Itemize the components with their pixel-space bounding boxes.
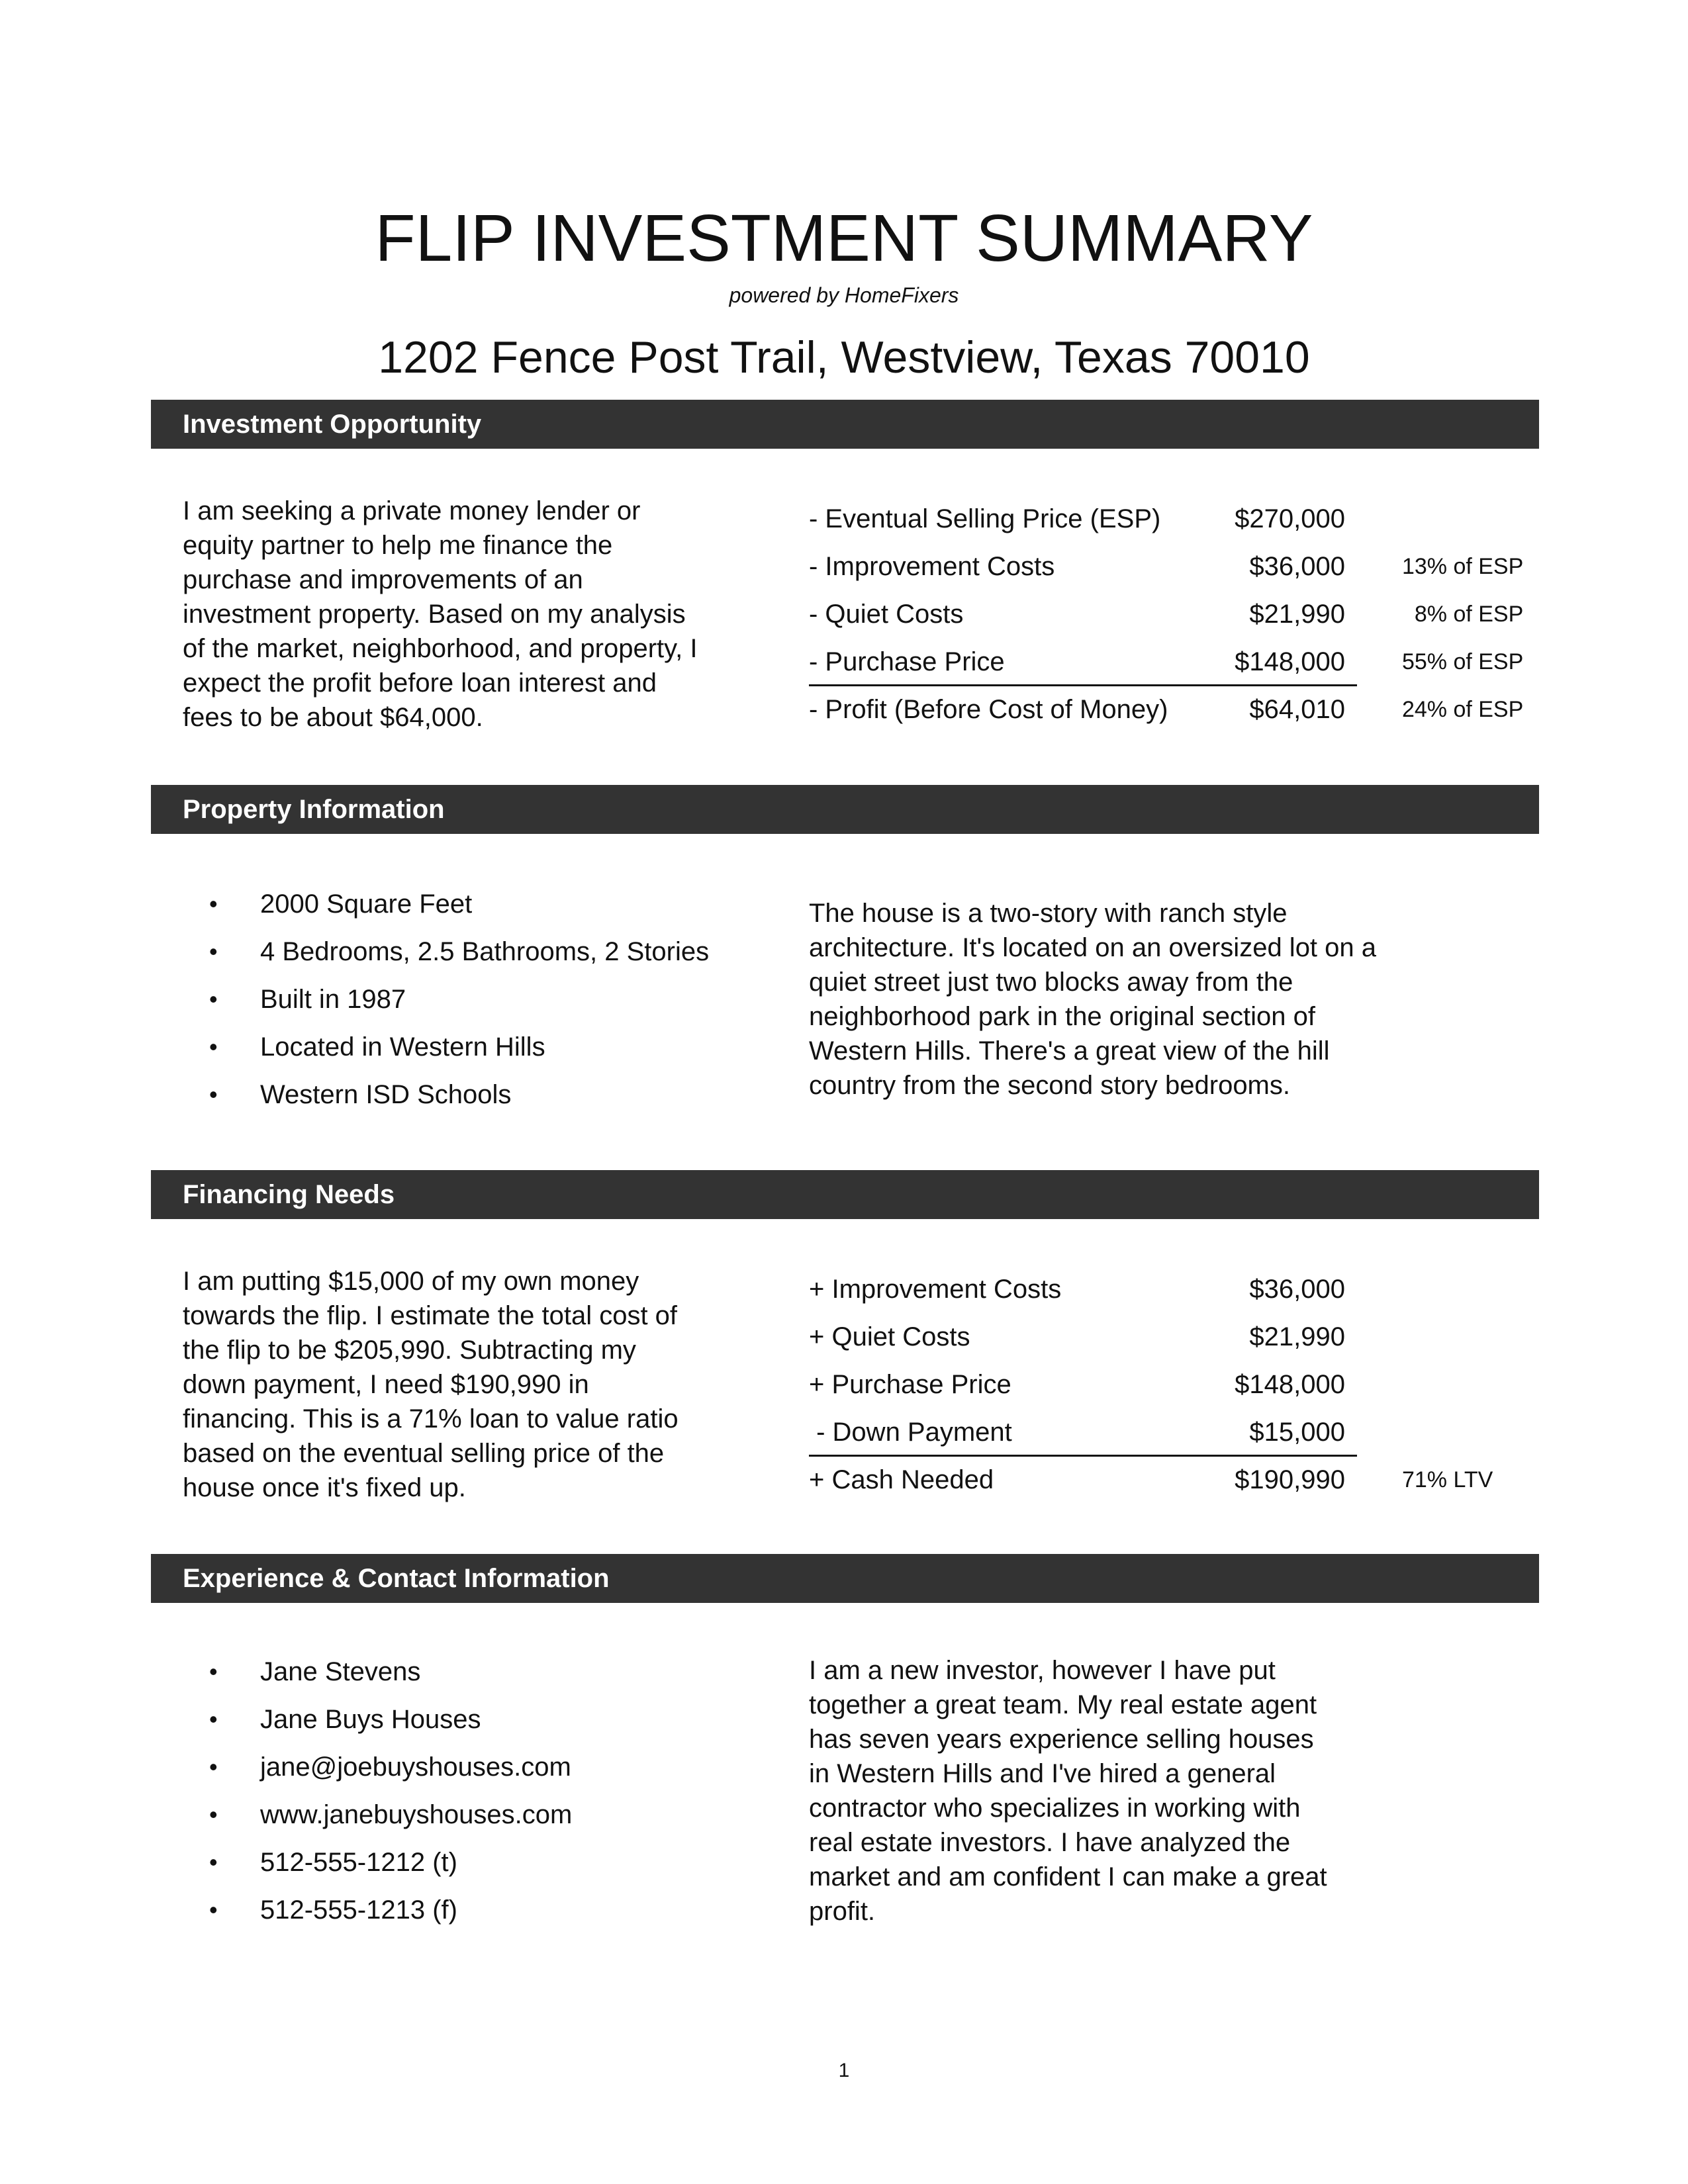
financing-paragraph: I am putting $15,000 of my own money towards the flip. I estimate the total cost of the flip to be $205,990. Subtracting my down payment, I need $190,990 in financing. This is a 71% loan to value ratio based on the eventual selling price of the house once it's fixed up. bbox=[183, 1267, 679, 1502]
percent-value: 71% bbox=[1401, 1467, 1447, 1492]
row-percent bbox=[1378, 543, 1523, 590]
percent-value: 24% bbox=[1401, 697, 1447, 722]
row-label: - Profit (Before Cost of Money) bbox=[809, 695, 1168, 724]
row-amount: $148,000 bbox=[1235, 647, 1345, 676]
fax-text: • 512-555-1213 (f) bbox=[151, 1886, 813, 1934]
percent-value: 13% bbox=[1401, 554, 1447, 579]
list-item: • Located in Western Hills bbox=[151, 1023, 813, 1071]
row-amount: $21,990 bbox=[1249, 1322, 1345, 1351]
row-percent bbox=[1378, 638, 1523, 686]
property-description: The house is a two-story with ranch style architecture. It's located on an oversized lot on a quiet street just two blocks away from the neighborhood park in the original section of Western Hills. There's a great view of the hill country from the second story bedrooms. bbox=[809, 899, 1377, 1100]
percent-label: of ESP bbox=[1453, 602, 1524, 627]
row-label: - Improvement Costs bbox=[809, 552, 1055, 581]
table-row bbox=[809, 638, 1524, 686]
percent-label: of ESP bbox=[1453, 697, 1524, 722]
row-amount: $36,000 bbox=[1249, 552, 1345, 581]
table-row bbox=[809, 1313, 1345, 1361]
financing-table bbox=[809, 1265, 1537, 1510]
experience-paragraph: I am a new investor, however I have put together a great team. My real estate agent has seven years experience selling houses in Western Hills and I've hired a general contractor who specializes in working with real estate investors. I have analyzed the market and am confident I can make a great profit. bbox=[809, 1656, 1327, 1926]
list-item: • Western ISD Schools bbox=[151, 1071, 813, 1118]
percent-value: 8% bbox=[1414, 602, 1447, 627]
percent-value: 55% bbox=[1401, 649, 1447, 674]
section-title: Investment Opportunity bbox=[183, 410, 482, 439]
company-name: • Jane Buys Houses bbox=[151, 1696, 813, 1743]
row-percent bbox=[1378, 1456, 1493, 1504]
list-item: • Built in 1987 bbox=[151, 976, 813, 1023]
percent-label: of ESP bbox=[1453, 554, 1524, 579]
email-text: • jane@joebuyshouses.com bbox=[151, 1743, 813, 1791]
powered-by-text: powered by HomeFixers bbox=[729, 283, 959, 307]
table-row bbox=[809, 686, 1524, 733]
row-amount: $36,000 bbox=[1249, 1275, 1345, 1304]
list-item: • 2000 Square Feet bbox=[151, 880, 813, 928]
row-amount: $21,990 bbox=[1249, 600, 1345, 629]
section-title: Property Information bbox=[183, 795, 445, 824]
row-amount: $190,990 bbox=[1235, 1465, 1345, 1494]
table-row bbox=[809, 1408, 1345, 1456]
row-percent bbox=[1378, 686, 1523, 733]
section-header-financing bbox=[151, 1170, 1539, 1219]
row-label: + Purchase Price bbox=[809, 1370, 1011, 1399]
percent-label: LTV bbox=[1453, 1467, 1493, 1492]
row-amount: $15,000 bbox=[1249, 1418, 1345, 1447]
section-header-contact bbox=[151, 1554, 1539, 1603]
row-amount: $148,000 bbox=[1235, 1370, 1345, 1399]
contact-list bbox=[151, 1648, 813, 1934]
row-label: + Improvement Costs bbox=[809, 1275, 1062, 1304]
table-row bbox=[809, 543, 1524, 590]
section-title: Experience & Contact Information bbox=[183, 1564, 610, 1593]
property-address: 1202 Fence Post Trail, Westview, Texas 70010 bbox=[378, 332, 1310, 383]
website-text: • www.janebuyshouses.com bbox=[151, 1791, 813, 1839]
page-number: 1 bbox=[838, 2060, 850, 2081]
contact-name: • Jane Stevens bbox=[151, 1648, 813, 1696]
percent-label: of ESP bbox=[1453, 649, 1524, 674]
table-row bbox=[809, 1456, 1493, 1504]
row-label: + Quiet Costs bbox=[809, 1322, 970, 1351]
document-title: FLIP INVESTMENT SUMMARY bbox=[375, 201, 1313, 275]
phone-text: • 512-555-1212 (t) bbox=[151, 1839, 813, 1886]
table-row bbox=[809, 590, 1524, 638]
list-item: • 4 Bedrooms, 2.5 Bathrooms, 2 Stories bbox=[151, 928, 813, 976]
section-header-property bbox=[151, 785, 1539, 834]
property-features-list bbox=[151, 880, 813, 1118]
investment-table bbox=[809, 495, 1537, 740]
row-label: - Quiet Costs bbox=[809, 600, 964, 629]
row-percent bbox=[1378, 590, 1523, 638]
row-amount: $270,000 bbox=[1235, 504, 1345, 533]
row-amount: $64,010 bbox=[1249, 695, 1345, 724]
row-label: + Cash Needed bbox=[809, 1465, 994, 1494]
row-label: - Eventual Selling Price (ESP) bbox=[809, 504, 1161, 533]
section-title: Financing Needs bbox=[183, 1180, 395, 1209]
section-header-investment bbox=[151, 400, 1539, 449]
table-row bbox=[809, 1361, 1345, 1408]
investment-paragraph: I am seeking a private money lender or equity partner to help me finance the purchase and improvements of an investment property. Based on my analysis of the market, neighborhood, and property, I expect the profit before loan interest and fees to be about $64,000. bbox=[183, 496, 698, 732]
row-label: - Down Payment bbox=[809, 1418, 1012, 1447]
table-row bbox=[809, 495, 1345, 543]
row-label: - Purchase Price bbox=[809, 647, 1005, 676]
table-row bbox=[809, 1265, 1345, 1313]
